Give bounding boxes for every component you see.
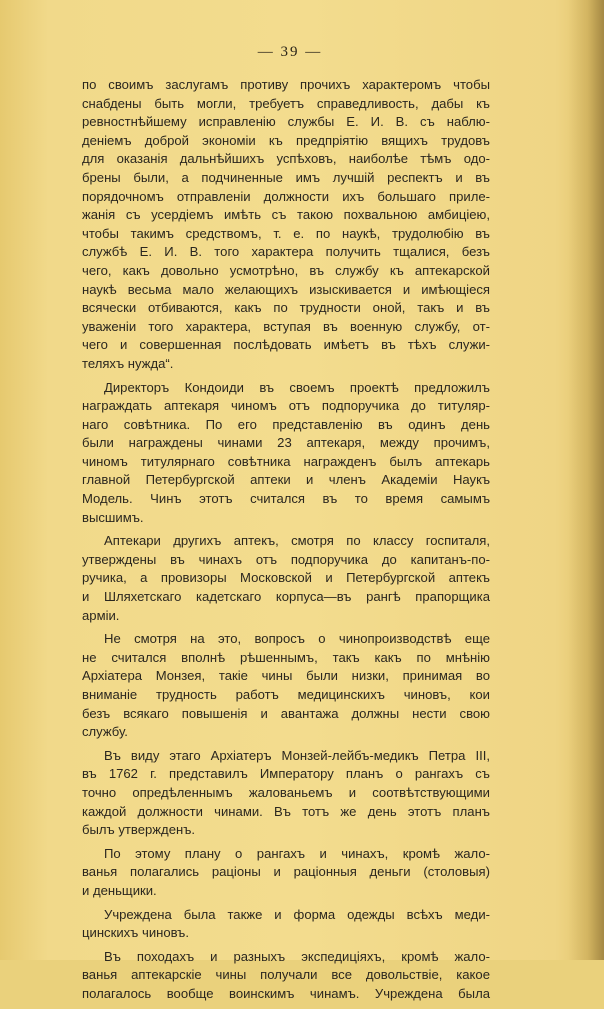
text-line: всячески отбиваются, какъ по трудности оной, такъ и въ — [82, 300, 490, 316]
paragraph — [82, 948, 490, 1004]
text-line: точно опредѣленнымъ жалованьемъ и соотвѣтствующими — [82, 784, 490, 800]
text-line: ревностнѣйшему исправленію службы Е. И. В. съ наблю- — [82, 114, 490, 130]
text-line: ручика, а провизоры Московской и Петербургской аптекъ — [82, 570, 490, 586]
text-line: брены были, а подчиненные имъ лучшій респектъ и въ — [82, 169, 490, 185]
page-edge-shadow — [568, 0, 604, 960]
text-line: для оказанія дальнѣйшихъ успѣховъ, наиболѣе тѣмъ одо- — [82, 151, 490, 167]
page-number: — 39 — — [257, 44, 323, 60]
text-line: наукѣ весьма мало желающихъ изыскивается и имѣющіеся — [82, 281, 490, 297]
text-line: цинскихъ чиновъ. — [82, 925, 189, 941]
text-line: не считался вполнѣ рѣшеннымъ, такъ какъ по мнѣнію — [82, 649, 490, 665]
text-line: полагалось вообще воинскимъ чинамъ. Учреждена была — [82, 985, 490, 1001]
text-line: были награждены чинами 23 аптекаря, между прочимъ, — [82, 435, 490, 451]
paragraph — [82, 630, 490, 742]
text-line: чтобы такимъ средствомъ, т. е. по наукѣ, трудолюбію въ — [82, 225, 490, 241]
text-line: въ 1762 г. представилъ Императору планъ о рангахъ съ — [82, 766, 490, 782]
body-text — [82, 76, 490, 1009]
text-line: былъ утвержденъ. — [82, 822, 196, 838]
text-line: порядочномъ отправленіи должности ихъ большаго приле- — [82, 188, 490, 204]
text-line: вниманіе трудность работъ медицинскихъ чиновъ, кои — [82, 687, 490, 702]
text-line: службу. — [82, 724, 128, 740]
text-line: уваженіи того характера, вступая въ военную службу, от- — [82, 318, 490, 334]
text-line: Не смотря на это, вопросъ о чинопроизводствѣ еще — [104, 631, 490, 647]
text-line: по своимъ заслугамъ противу прочихъ характеромъ чтобы — [82, 77, 490, 92]
text-line: Аптекари другихъ аптекъ, смотря по классу госпиталя, — [104, 533, 490, 549]
paragraph — [82, 532, 490, 625]
text-line: Архіатера Монзея, такіе чины были низки, принимая во — [82, 668, 490, 684]
text-line: арміи. — [82, 607, 120, 623]
paragraph — [82, 906, 490, 943]
text-line: Учреждена была также и форма одежды всѣхъ меди- — [104, 906, 490, 922]
paragraph — [82, 747, 490, 840]
text-line: главной Петербургской аптеки и членъ Академіи Наукъ — [82, 472, 490, 488]
text-line: наго совѣтника. По его представленію въ одинъ день — [82, 416, 490, 432]
text-line: чего, какъ довольно усмотрѣно, въ службу къ аптекарской — [82, 262, 490, 278]
text-line: каждой должности чинами. Въ тотъ же день этотъ планъ — [82, 803, 490, 819]
text-line: награждать аптекаря чиномъ отъ подпоручика до титуляр- — [82, 398, 490, 414]
text-line: чего и совершенная послѣдовать имѣетъ въ тѣхъ служи- — [82, 337, 490, 353]
text-line: снабдены быть могли, требуетъ справедливость, дабы къ — [82, 95, 490, 111]
text-line: высшимъ. — [82, 509, 144, 525]
text-line: Директоръ Кондоиди въ своемъ проектѣ предложилъ — [104, 379, 490, 395]
text-line: Въ походахъ и разныхъ экспедиціяхъ, кромѣ жало- — [104, 948, 490, 964]
text-line: утверждены въ чинахъ отъ подпоручика до капитанъ-по- — [82, 551, 490, 567]
text-line: деніемъ доброй экономіи къ предпріятію вящихъ трудовъ — [82, 132, 490, 148]
paragraph — [82, 845, 490, 901]
paragraph — [82, 76, 490, 374]
text-line: теляхъ нужда“. — [82, 355, 174, 371]
paragraph — [82, 379, 490, 528]
text-line: Въ виду этаго Архіатеръ Монзей-лейбъ-медикъ Петра III, — [104, 747, 490, 763]
text-line: и деньщики. — [82, 882, 157, 898]
text-line: ванья полагались раціоны и раціонныя деньги (столовыя) — [82, 864, 490, 880]
text-line: Модель. Чинъ этотъ считался въ то время самымъ — [82, 491, 490, 507]
text-line: службѣ Е. И. В. того характера получить тщалися, безъ — [82, 244, 490, 260]
text-line: ванья аптекарскіе чины получали все довольствіе, какое — [82, 967, 490, 983]
text-line: и Шляхетскаго кадетскаго корпуса—въ рангѣ прапорщика — [82, 589, 490, 605]
text-line: жанія съ усердіемъ имѣть съ такою похвальною амбиціею, — [82, 207, 490, 223]
text-line: По этому плану о рангахъ и чинахъ, кромѣ жало- — [104, 845, 490, 861]
text-line: чиномъ титулярнаго совѣтника награжденъ былъ аптекарь — [82, 453, 490, 469]
text-line: безъ всякаго повышенія и авантажа должны нести свою — [82, 705, 490, 721]
